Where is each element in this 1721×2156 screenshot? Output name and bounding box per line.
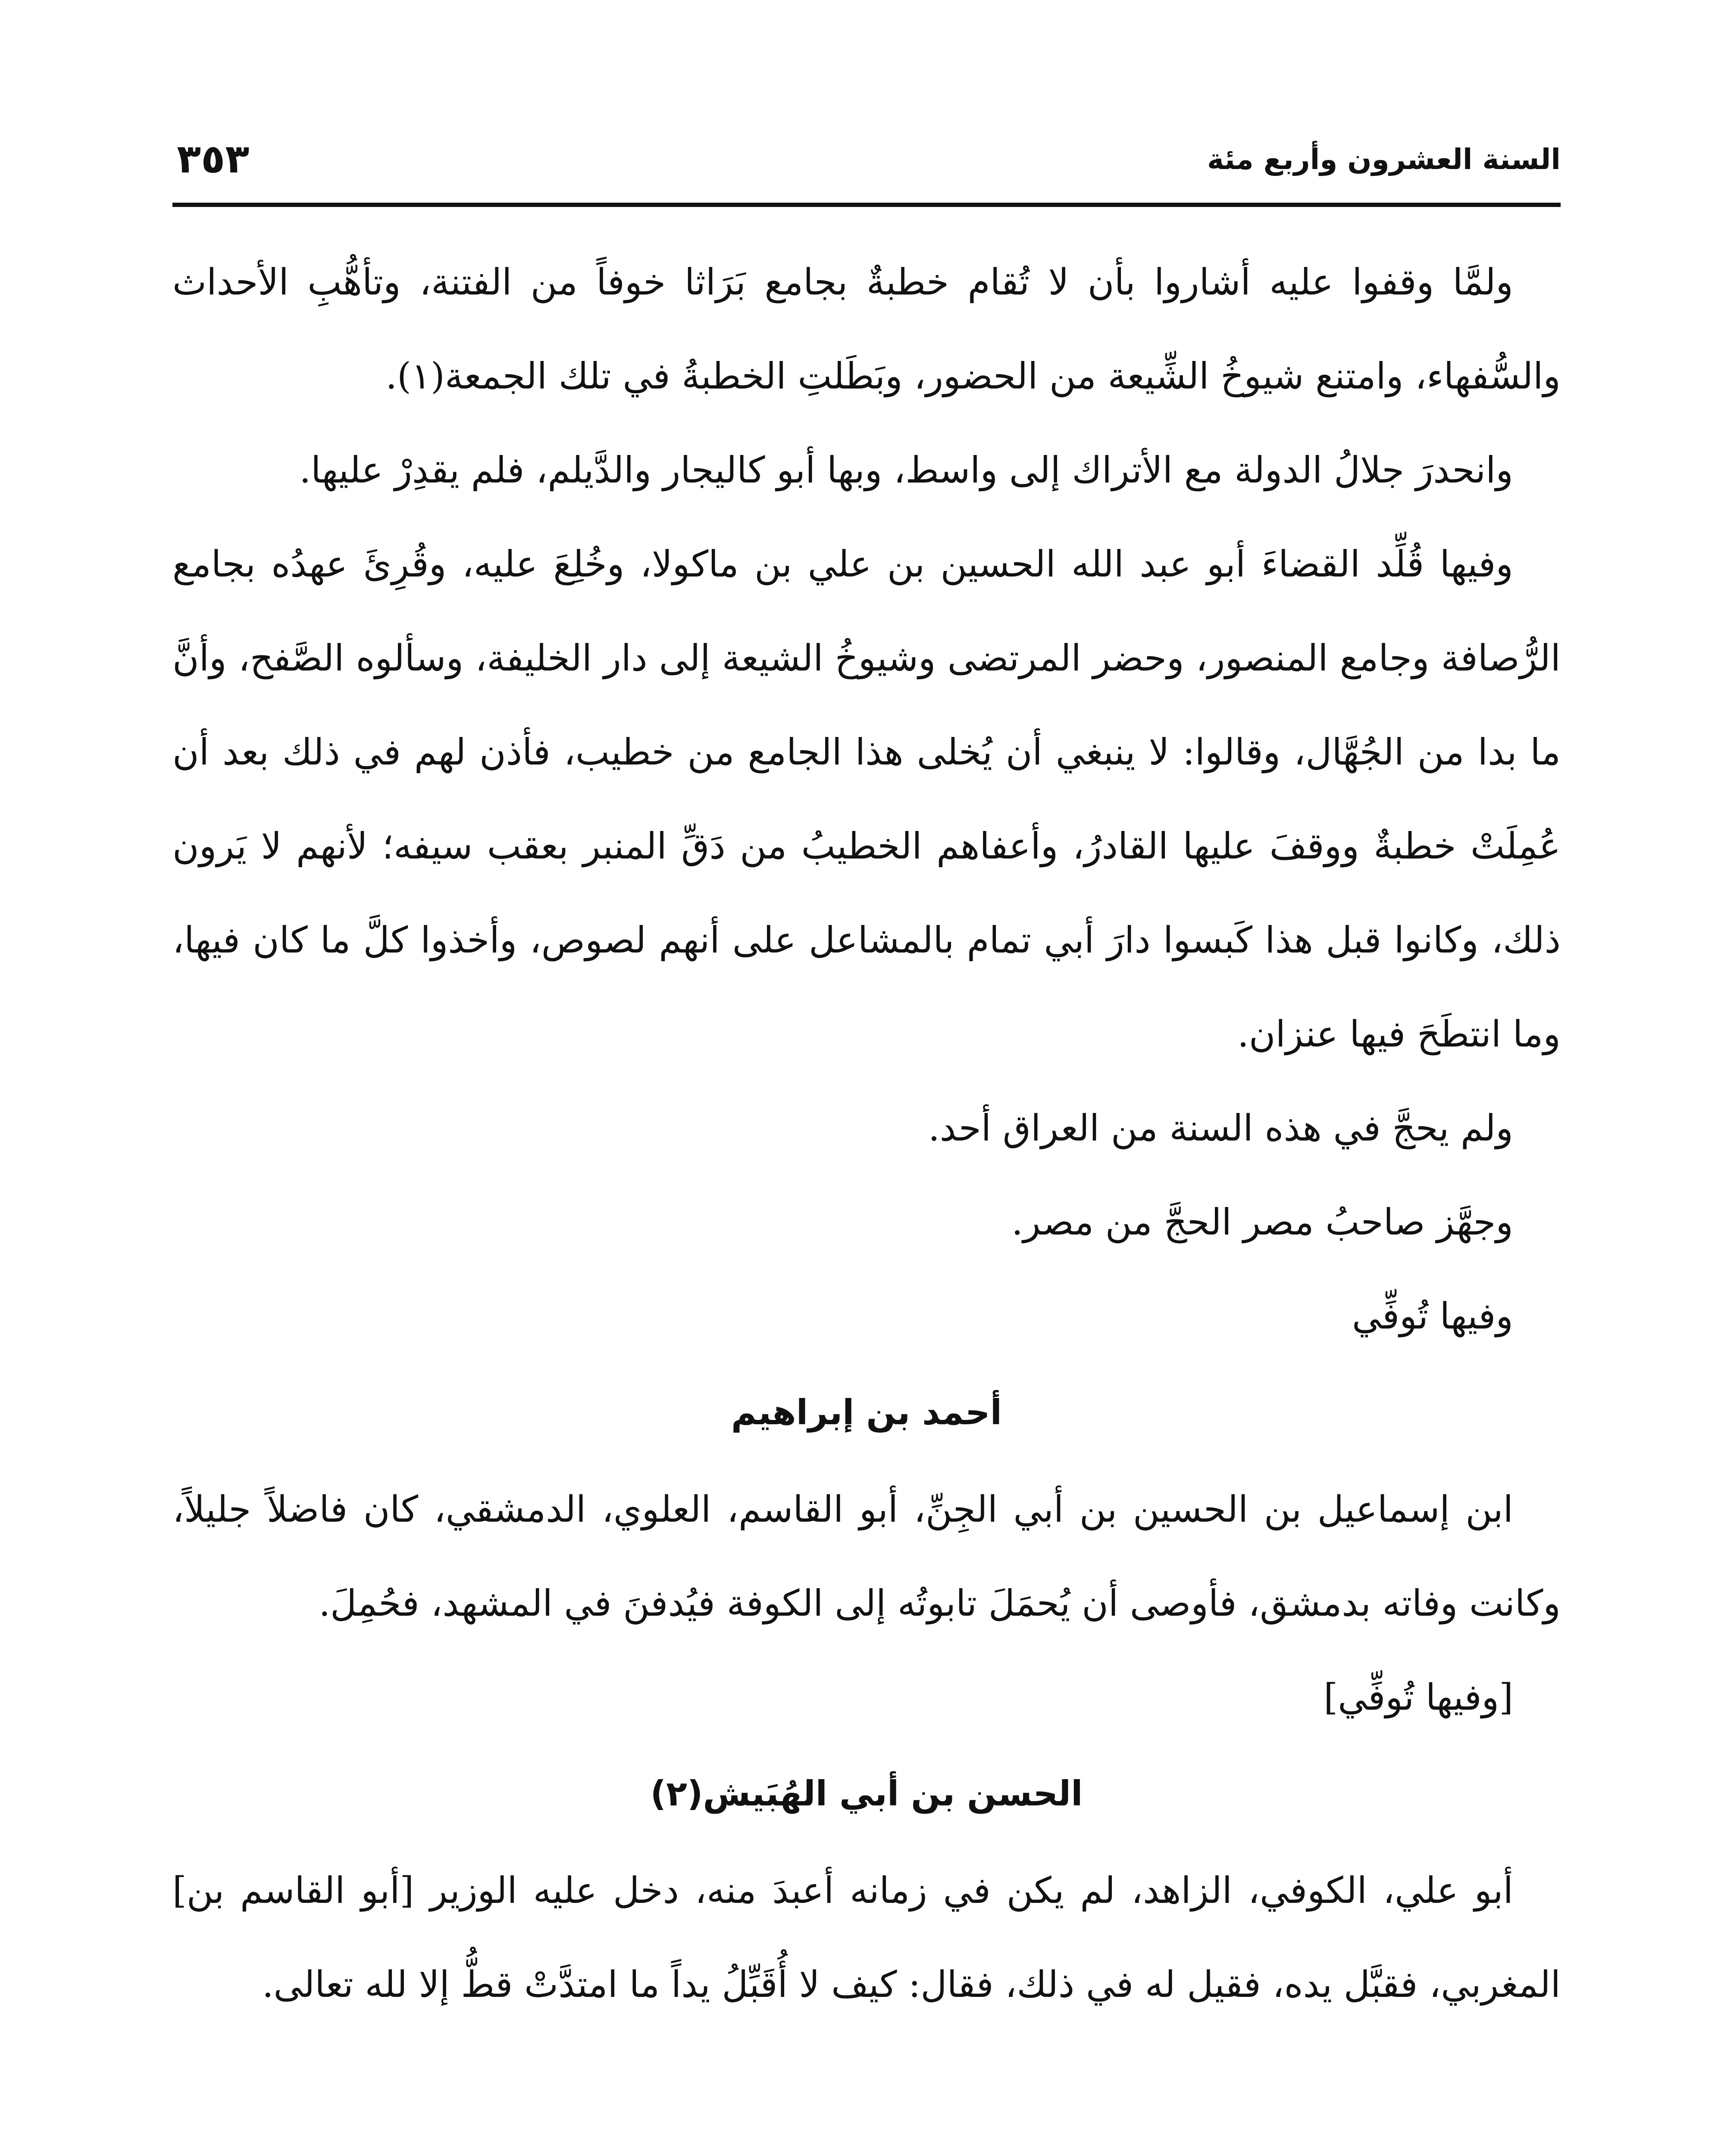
entry-text: أبو علي، الكوفي، الزاهد، لم يكن في زمانه أعبدَ منه، دخل عليه الوزير [أبو القاسم بن] المغربي، فقبَّل يده، فقيل له في ذلك، فقال: كيف لا أُقَبِّلُ يداً ما امتدَّتْ قطُّ إلا لله تعالى. (172, 1869, 1561, 2006)
book-page (172, 112, 1561, 2156)
entry-text: ابن إسماعيل بن الحسين بن أبي الجِنِّ، أبو القاسم، العلوي، الدمشقي، كان فاضلاً جليلاً، وكانت وفاته بدمشق، فأوصى أن يُحمَلَ تابوتُه إلى الكوفة فيُدفنَ في المشهد، فحُمِلَ. (172, 1488, 1561, 1624)
paragraph: ولم يحجَّ في هذه السنة من العراق أحد. (928, 1107, 1513, 1149)
page-number: ٣٥٣ (177, 136, 250, 182)
paragraph: وجهَّز صاحبُ مصر الحجَّ من مصر. (1011, 1201, 1513, 1243)
paragraph: وفيها قُلِّد القضاءَ أبو عبد الله الحسين بن علي بن ماكولا، وخُلِعَ عليه، وقُرِئَ عهدُه بجامع الرُّصافة وجامع المنصور، وحضر المرتضى وشيوخُ الشيعة إلى دار الخليفة، وسألوه الصَّفح، وأنَّ ما بدا من الجُهَّال، وقالوا: لا ينبغي أن يُخلى هذا الجامع من خطيب، فأذن لهم في ذلك بعد أن عُمِلَتْ خطبةٌ ووقفَ عليها القادرُ، وأعفاهم الخطيبُ من دَقِّ المنبر بعقب سيفه؛ لأنهم لا يَرون ذلك، وكانوا قبل هذا كَبسوا دارَ أبي تمام بالمشاعل على أنهم لصوص، وأخذوا كلَّ ما كان فيها، وما انتطَحَ فيها عنزان. (172, 543, 1561, 1055)
page-header (172, 136, 1561, 192)
paragraph: وفيها تُوفِّي (1352, 1295, 1513, 1337)
main-text (172, 235, 1561, 2031)
entry-heading: أحمد بن إبراهيم (731, 1392, 1002, 1432)
paragraph: ولمَّا وقفوا عليه أشاروا بأن لا تُقام خطبةٌ بجامع بَرَاثا خوفاً من الفتنة، وتأهُّبِ الأحداث والسُّفهاء، وامتنع شيوخُ الشِّيعة من الحضور، وبَطَلتِ الخطبةُ في تلك الجمعة(١). (172, 261, 1561, 397)
entry-closing: [وفيها تُوفِّي] (1324, 1676, 1513, 1718)
paragraph: وانحدرَ جلالُ الدولة مع الأتراك إلى واسط، وبها أبو كاليجار والدَّيلم، فلم يقدِرْ عليها. (299, 449, 1513, 491)
entry-heading: الحسن بن أبي الهُبَيش(٢) (650, 1774, 1083, 1814)
header-rule (172, 203, 1561, 207)
running-title: السنة العشرون وأربع مئة (1207, 143, 1561, 176)
